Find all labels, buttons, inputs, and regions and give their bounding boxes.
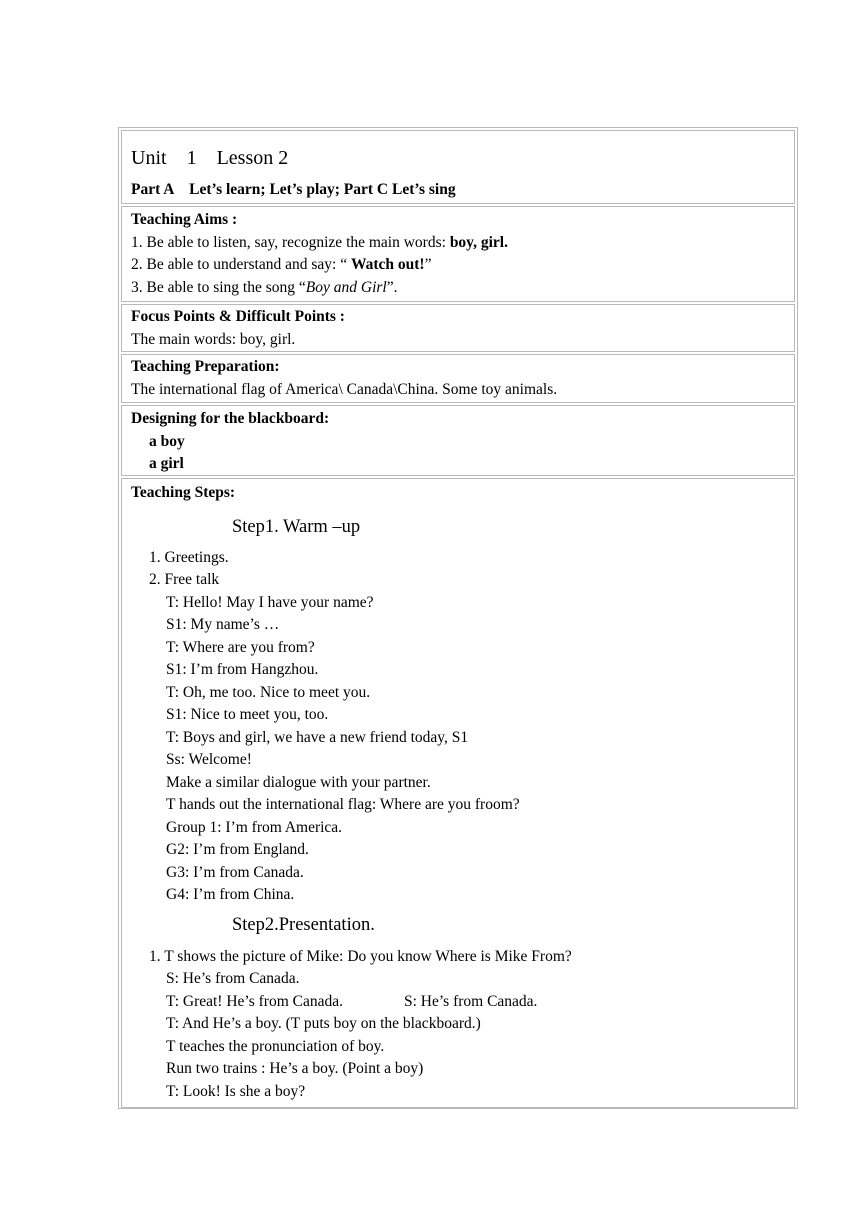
step2-title: Step2.Presentation. xyxy=(232,914,375,935)
dialogue-line: G2: I’m from England. xyxy=(166,841,309,858)
blackboard-heading: Designing for the blackboard: xyxy=(131,410,330,427)
teaching-preparation-text: The international flag of America\ Canada\China. Some toy animals. xyxy=(131,380,558,398)
focus-points-heading: Focus Points & Difficult Points : xyxy=(131,308,345,325)
dialogue-line: T: Great! He’s from Canada. S: He’s from Canada. xyxy=(166,992,538,1010)
lesson-plan-table xyxy=(118,127,798,1109)
teaching-aims-heading: Teaching Aims : xyxy=(131,211,238,228)
blackboard-cell xyxy=(121,405,795,476)
aim-item-3: 3. Be able to sing the song “Boy and Girl”. xyxy=(131,278,398,296)
step1-item: 2. Free talk xyxy=(149,571,220,588)
teaching-steps-heading: Teaching Steps: xyxy=(131,484,236,501)
dialogue-line: Make a similar dialogue with your partner. xyxy=(166,773,431,791)
step1-item: 1. Greetings. xyxy=(149,548,229,566)
teaching-aims-cell xyxy=(121,206,795,302)
aim-item-1: 1. Be able to listen, say, recognize the main words: boy, girl. xyxy=(131,233,508,251)
dialogue-line: T: Look! Is she a boy? xyxy=(166,1082,306,1100)
teaching-preparation-heading: Teaching Preparation: xyxy=(131,358,280,375)
dialogue-line: Ss: Welcome! xyxy=(166,751,252,768)
header-cell xyxy=(121,130,795,204)
dialogue-line: S1: Nice to meet you, too. xyxy=(166,706,329,723)
step1-title: Step1. Warm –up xyxy=(232,516,361,537)
dialogue-line: T: Boys and girl, we have a new friend today, S1 xyxy=(166,728,469,746)
dialogue-line: T: Oh, me too. Nice to meet you. xyxy=(166,683,371,701)
teaching-preparation-cell xyxy=(121,354,795,403)
unit-title: Unit 1 Lesson 2 xyxy=(131,147,289,169)
step2-item: 1. T shows the picture of Mike: Do you know Where is Mike From? xyxy=(149,947,572,965)
focus-points-text: The main words: boy, girl. xyxy=(131,330,296,348)
dialogue-line: T: Where are you from? xyxy=(166,638,315,656)
dialogue-line: T teaches the pronunciation of boy. xyxy=(166,1037,385,1055)
dialogue-line: S1: I’m from Hangzhou. xyxy=(166,661,319,678)
dialogue-line: Group 1: I’m from America. xyxy=(166,818,343,836)
dialogue-line: G4: I’m from China. xyxy=(166,886,295,903)
blackboard-item: a boy xyxy=(149,432,185,450)
blackboard-item: a girl xyxy=(149,455,184,472)
aim-item-2: 2. Be able to understand and say: “ Watch out!” xyxy=(131,256,432,273)
dialogue-line: G3: I’m from Canada. xyxy=(166,863,304,881)
focus-points-cell xyxy=(121,304,795,352)
dialogue-line: T: Hello! May I have your name? xyxy=(166,593,374,611)
part-title: Part A Let’s learn; Let’s play; Part C Let’s sing xyxy=(131,181,456,198)
dialogue-line: S1: My name’s … xyxy=(166,616,280,633)
dialogue-line: T hands out the international flag: Where are you froom? xyxy=(166,796,520,813)
teaching-steps-cell xyxy=(121,478,795,1108)
dialogue-line: T: And He’s a boy. (T puts boy on the blackboard.) xyxy=(166,1015,481,1032)
dialogue-line: Run two trains : He’s a boy. (Point a boy) xyxy=(166,1060,424,1077)
dialogue-line: S: He’s from Canada. xyxy=(166,970,300,987)
